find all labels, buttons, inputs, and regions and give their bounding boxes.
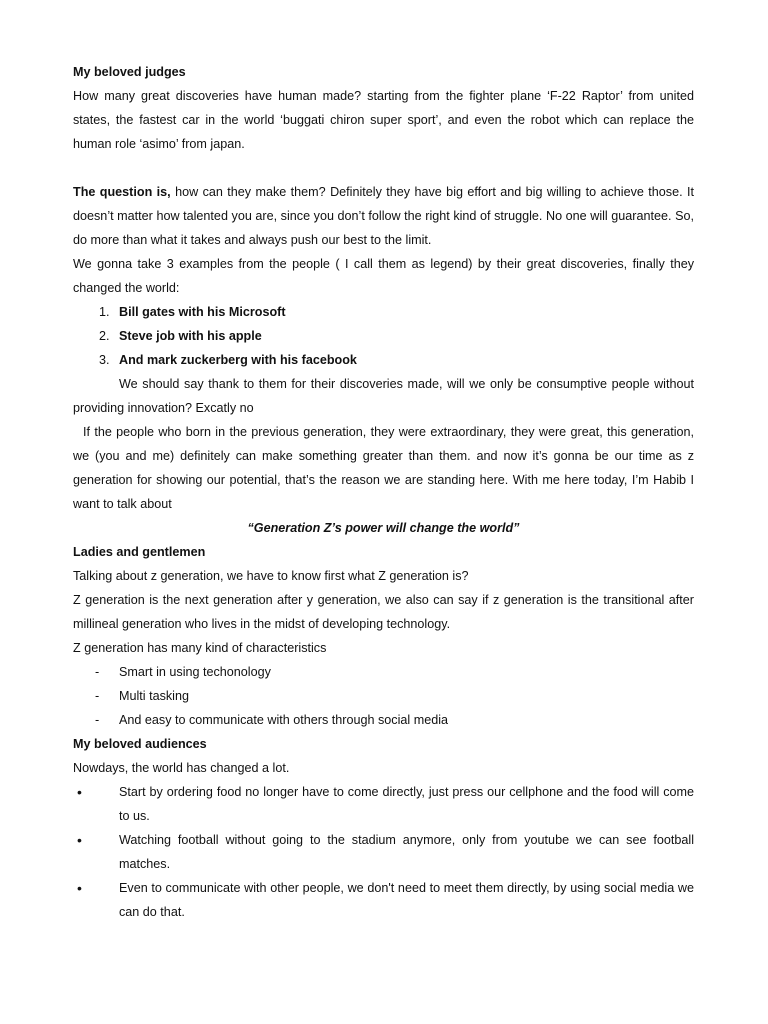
blank-line [73, 156, 694, 180]
previous-generation-paragraph: If the people who born in the previous generation, they were extraordinary, they were great, this generation, we (you and me) definitely can make something greater than them. and now it’s gonna be our time as z generation for showing our potential, that’s the reason we are standing here. With me here today, I’m Habib I want to talk about [73, 425, 694, 511]
dash-marker: - [95, 665, 100, 679]
heading-my-beloved-audiences: My beloved audiences [73, 737, 207, 751]
characteristics-intro: Z generation has many kind of characteristics [73, 641, 327, 655]
thanks-paragraph: We should say thank to them for their discoveries made, will we only be consumptive people without providing innovation? Excatly no [73, 377, 694, 415]
characteristic-text: Smart in using techonology [119, 665, 271, 679]
change-text: Start by ordering food no longer have to come directly, just press our cellphone and the food will come to us. [119, 785, 694, 823]
question-text: how can they make them? Definitely they have big effort and big willing to achieve those. It doesn’t matter how talented you are, since you don’t follow the right kind of struggle. No one will guarantee. So, do more than what it takes and always push our best to the limit. [73, 185, 694, 247]
definition-paragraph: Z generation is the next generation after y generation, we also can say if z generation is the transitional after millineal generation who lives in the midst of developing technology. [73, 593, 694, 631]
nowdays-paragraph: Nowdays, the world has changed a lot. [73, 761, 290, 775]
talking-paragraph: Talking about z generation, we have to know first what Z generation is? [73, 569, 469, 583]
speech-theme: “Generation Z’s power will change the world” [247, 521, 520, 535]
legend-item-text: Steve job with his apple [119, 329, 262, 343]
change-text: Watching football without going to the stadium anymore, only from youtube we can see football matches. [119, 833, 694, 871]
bullet-marker: • [77, 880, 82, 896]
dash-marker: - [95, 713, 100, 727]
bullet-marker: • [77, 832, 82, 848]
change-text: Even to communicate with other people, we don't need to meet them directly, by using social media we can do that. [119, 881, 694, 919]
intro-paragraph: How many great discoveries have human made? starting from the fighter plane ‘F-22 Raptor’ from united states, the fastest car in the world ‘buggati chiron super sport’, and even the robot which can replace the human role ‘asimo’ from japan. [73, 89, 694, 151]
list-number: 3. [99, 353, 110, 367]
list-number: 2. [99, 329, 110, 343]
heading-ladies-and-gentlemen: Ladies and gentlemen [73, 545, 206, 559]
characteristic-text: Multi tasking [119, 689, 189, 703]
list-number: 1. [99, 305, 110, 319]
dash-marker: - [95, 689, 100, 703]
characteristic-text: And easy to communicate with others through social media [119, 713, 449, 727]
heading-my-beloved-judges: My beloved judges [73, 65, 186, 79]
characteristic-list-item [73, 684, 694, 708]
legend-list-item [73, 348, 694, 372]
change-list-item [73, 780, 694, 828]
legend-list-item [73, 300, 694, 324]
legend-item-text: And mark zuckerberg with his facebook [119, 353, 357, 367]
legend-item-text: Bill gates with his Microsoft [119, 305, 286, 319]
characteristic-list-item [73, 708, 694, 732]
legend-list-item [73, 324, 694, 348]
change-list-item [73, 876, 694, 924]
change-list-item [73, 828, 694, 876]
bullet-marker: • [77, 784, 82, 800]
characteristic-list-item [73, 660, 694, 684]
question-lead: The question is, [73, 185, 171, 199]
question-paragraph [73, 180, 694, 252]
examples-intro-paragraph: We gonna take 3 examples from the people ( I call them as legend) by their great discoveries, finally they changed the world: [73, 257, 694, 295]
